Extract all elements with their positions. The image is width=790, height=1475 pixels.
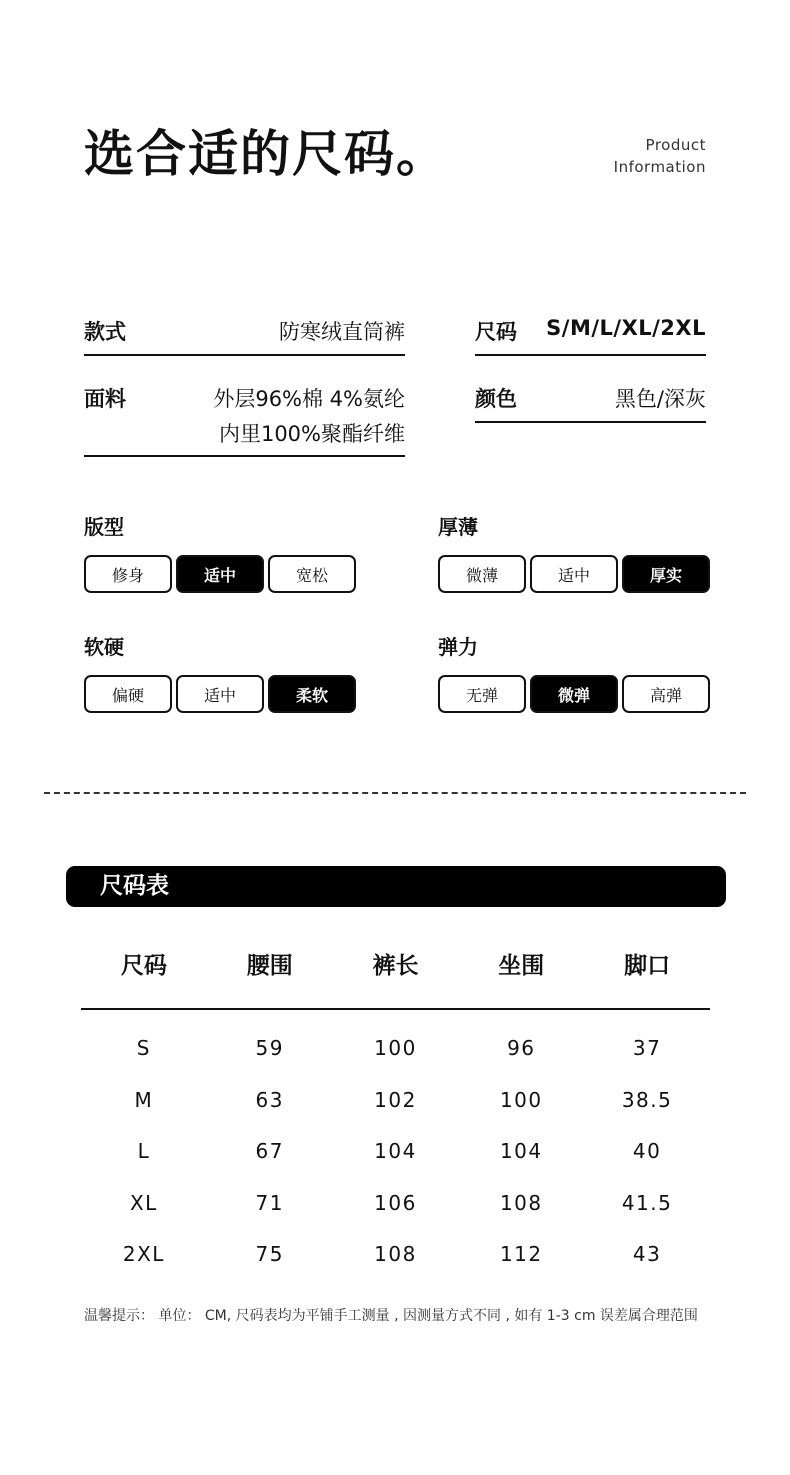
softness-option: 柔软	[268, 675, 356, 713]
table-cell: 104	[499, 1139, 543, 1164]
spec-style-value: 防寒绒直筒裤	[279, 320, 405, 344]
table-cell: 96	[507, 1036, 536, 1060]
table-cell: 112	[499, 1242, 543, 1267]
table-row	[81, 1179, 710, 1231]
spec-fabric-row	[84, 383, 405, 457]
size-table-body	[81, 1024, 710, 1282]
table-cell: 63	[255, 1087, 284, 1112]
spec-size-label: 尺码	[475, 320, 517, 344]
table-cell: 106	[374, 1190, 417, 1215]
attr-fit-label: 版型	[84, 515, 124, 539]
table-row	[81, 1127, 710, 1179]
table-cell: 38.5	[621, 1087, 673, 1112]
fit-option: 宽松	[268, 555, 356, 593]
thickness-option: 适中	[530, 555, 618, 593]
spec-fabric-value-line2: 内里100%聚酯纤维	[218, 422, 405, 446]
attr-fit-options	[84, 555, 356, 593]
table-cell: M	[134, 1087, 154, 1112]
fit-option: 修身	[84, 555, 172, 593]
table-cell: 37	[632, 1036, 662, 1060]
table-cell: 108	[374, 1242, 417, 1267]
attr-thickness-options	[438, 555, 710, 593]
size-table-header	[81, 944, 710, 1010]
spec-style-label: 款式	[84, 320, 126, 344]
table-cell: 59	[255, 1036, 284, 1060]
size-table-title-bar	[66, 866, 726, 907]
softness-option: 偏硬	[84, 675, 172, 713]
table-cell: 108	[499, 1190, 543, 1215]
table-row	[81, 1024, 710, 1076]
header-cell-leg-opening: 脚口	[624, 953, 671, 979]
spec-color-value: 黑色/深灰	[614, 387, 706, 411]
table-cell: 67	[255, 1139, 284, 1164]
table-cell: S	[136, 1036, 151, 1060]
spec-size-value: S/M/L/XL/2XL	[546, 316, 706, 340]
table-cell: 41.5	[621, 1190, 673, 1215]
spec-fabric-value	[213, 382, 405, 452]
attr-elasticity-options	[438, 675, 710, 713]
header-cell-hip: 坐围	[498, 953, 545, 979]
measurement-note: 温馨提示： 单位： CM, 尺码表均为平铺手工测量 , 因测量方式不同 , 如有 1-3 cm 误差属合理范围	[84, 1308, 698, 1324]
table-cell: 71	[255, 1190, 284, 1215]
header-cell-waist: 腰围	[246, 953, 293, 979]
spec-fabric-value-line1: 外层96%棉 4%氨纶	[213, 387, 405, 411]
table-row	[81, 1230, 710, 1282]
product-information-label	[614, 134, 706, 178]
table-cell: 40	[632, 1139, 662, 1164]
softness-option: 适中	[176, 675, 264, 713]
spec-color-row	[475, 383, 706, 423]
table-cell: 2XL	[122, 1242, 165, 1267]
table-cell: 75	[255, 1242, 284, 1267]
table-cell: 100	[374, 1036, 417, 1060]
attr-softness-label: 软硬	[84, 635, 124, 659]
product-label-line2: Information	[613, 158, 706, 176]
header-cell-length: 裤长	[372, 953, 419, 979]
thickness-option: 厚实	[622, 555, 710, 593]
attr-thickness-label: 厚薄	[438, 515, 478, 539]
spec-color-label: 颜色	[475, 387, 517, 411]
elasticity-option: 高弹	[622, 675, 710, 713]
size-table-title: 尺码表	[100, 873, 169, 899]
attr-elasticity-label: 弹力	[438, 635, 478, 659]
table-cell: XL	[129, 1190, 158, 1215]
table-cell: 102	[374, 1087, 417, 1112]
table-cell: 43	[632, 1242, 662, 1267]
table-cell: L	[137, 1139, 151, 1164]
spec-size-row	[475, 316, 706, 356]
header-cell-size: 尺码	[120, 953, 167, 979]
table-cell: 100	[499, 1087, 543, 1112]
table-cell: 104	[374, 1139, 417, 1164]
fit-option: 适中	[176, 555, 264, 593]
product-label-line1: Product	[645, 136, 706, 154]
elasticity-option: 无弹	[438, 675, 526, 713]
dashed-divider	[44, 792, 746, 794]
thickness-option: 微薄	[438, 555, 526, 593]
page-title: 选合适的尺码。	[84, 125, 448, 183]
spec-fabric-label: 面料	[84, 387, 126, 411]
spec-style-row	[84, 316, 405, 356]
attr-softness-options	[84, 675, 356, 713]
table-row	[81, 1076, 710, 1128]
elasticity-option: 微弹	[530, 675, 618, 713]
